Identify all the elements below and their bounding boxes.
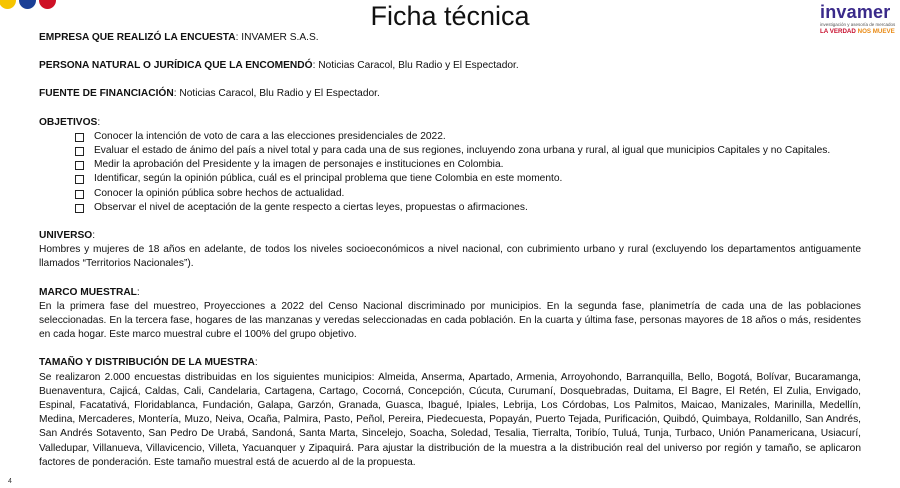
- document-body: [39, 31, 861, 484]
- list-item: [75, 187, 861, 201]
- marco-colon: :: [136, 286, 140, 298]
- logo-subtitle: investigación y asesoría de mercados: [820, 22, 896, 27]
- tamano-colon: :: [254, 357, 258, 369]
- marco-text: En la primera fase del muestreo, Proyecciones a 2022 del Censo Nacional discriminado por municipios. En la segunda fase, planimetría de cada una de las poblaciones seleccionadas. En la tercera fase, hogares de las manzanas y veredas seleccionadas en cada población. En la cuarta y última fase, personas mayores de 18 años o más, residentes en cada hogar. Este marco muestral cubre el 100% del grupo objetivo.: [39, 300, 861, 341]
- objetivos-list: [39, 130, 861, 215]
- empresa-label: EMPRESA QUE REALIZÓ LA ENCUESTA: [39, 32, 236, 43]
- list-item: [75, 201, 861, 215]
- checkbox-bullet-icon: [75, 133, 84, 142]
- universo-section: [39, 229, 861, 272]
- objetivos-section: [39, 116, 861, 215]
- page-number: 4: [8, 478, 12, 485]
- marco-section: [39, 286, 861, 343]
- logo-wordmark: invamer: [820, 2, 891, 22]
- fuente-label: FUENTE DE FINANCIACIÓN: [39, 88, 174, 100]
- objetivos-label: OBJETIVOS: [39, 116, 98, 128]
- list-item: [75, 158, 861, 172]
- checkbox-bullet-icon: [75, 175, 84, 184]
- logo-tagline-accent: NOS MUEVE: [857, 28, 895, 35]
- persona-value: : Noticias Caracol, Blu Radio y El Espectador.: [312, 60, 519, 72]
- persona-section: [39, 59, 861, 73]
- checkbox-bullet-icon: [75, 161, 84, 170]
- page-title: Ficha técnica: [370, 1, 530, 31]
- empresa-section: [39, 31, 861, 45]
- objetivo-text: Conocer la intención de voto de cara a las elecciones presidenciales de 2022.: [94, 130, 446, 142]
- universo-colon: :: [92, 230, 96, 242]
- fuente-value: : Noticias Caracol, Blu Radio y El Espectador.: [173, 88, 380, 100]
- logo-tagline-main: LA VERDAD: [820, 28, 856, 35]
- universo-label: UNIVERSO: [39, 230, 93, 242]
- objetivo-text: Conocer la opinión pública sobre hechos de actualidad.: [94, 187, 345, 199]
- tamano-label: TAMAÑO Y DISTRIBUCIÓN DE LA MUESTRA: [39, 357, 255, 369]
- universo-text: Hombres y mujeres de 18 años en adelante, de todos los niveles socioeconómicos a nivel nacional, con cubrimiento urbano y rural (excluyendo los departamentos antiguamente llamados “Territorios Nacionales”).: [39, 244, 861, 270]
- list-item: [75, 144, 861, 158]
- objetivo-text: Observar el nivel de aceptación de la gente respecto a ciertas leyes, propuestas o afirmaciones.: [94, 201, 528, 213]
- list-item: [75, 172, 861, 186]
- tamano-section: [39, 356, 861, 470]
- fuente-section: [39, 87, 861, 101]
- objetivos-colon: :: [97, 116, 101, 128]
- tamano-text: Se realizaron 2.000 encuestas distribuidas en los siguientes municipios: Almeida, Anserma, Apartado, Armenia, Arroyohondo, Barranquilla, Bello, Bogotá, Bolívar, Bucaramanga, Buenaventura, Cajicá, Caldas, Cali, Candelaria, Cartagena, Cartago, Cocorná, Concepción, Cúcuta, Curumaní, Dosquebradas, Duitama, El Bagre, El Retén, El Zulia, Envigado, Espinal, Facatativá, Floridablanca, Fundación, Galapa, Garzón, Granada, Guasca, Ibagué, Ipiales, Lebrija, Los Córdobas, Los Palmitos, Maicao, Manizales, Marinilla, Medellín, Medina, Mercaderes, Montería, Muzo, Neiva, Ocaña, Palmira, Pasto, Peñol, Pereira, Piedecuesta, Popayán, Puerto Tejada, Purificación, Quibdó, Quimbaya, Roldanillo, San Andrés, San Andrés Sotavento, San Pedro De Urabá, Sandoná, Santa Marta, Sincelejo, Soacha, Soledad, Tesalia, Tierralta, Toribío, Tuluá, Tunja, Turbaco, Unión Panamericana, Usiacurí, Valledupar, Villanueva, Villavicencio, Villeta, Yacuanquer y Zipaquirá. Para ajustar la distribución de la muestra a la distribución real del universo por región y tamaño, se aplicaron factores de ponderación. Este tamaño muestral está de acuerdo al de la propuesta.: [39, 371, 861, 468]
- checkbox-bullet-icon: [75, 147, 84, 156]
- persona-label: PERSONA NATURAL O JURÍDICA QUE LA ENCOMENDÓ: [39, 60, 313, 72]
- checkbox-bullet-icon: [75, 190, 84, 199]
- list-item: [75, 130, 861, 144]
- marco-label: MARCO MUESTRAL: [39, 286, 137, 298]
- empresa-value: : INVAMER S.A.S.: [235, 32, 319, 43]
- objetivo-text: Identificar, según la opinión pública, cuál es el principal problema que tiene Colombia en este momento.: [94, 173, 563, 185]
- objetivo-text: Medir la aprobación del Presidente y la imagen de personajes e instituciones en Colombia.: [94, 159, 504, 171]
- checkbox-bullet-icon: [75, 204, 84, 213]
- objetivo-text: Evaluar el estado de ánimo del país a nivel total y para cada una de sus regiones, incluyendo zona urbana y rural, al igual que municipios Capitales y no Capitales.: [94, 145, 831, 157]
